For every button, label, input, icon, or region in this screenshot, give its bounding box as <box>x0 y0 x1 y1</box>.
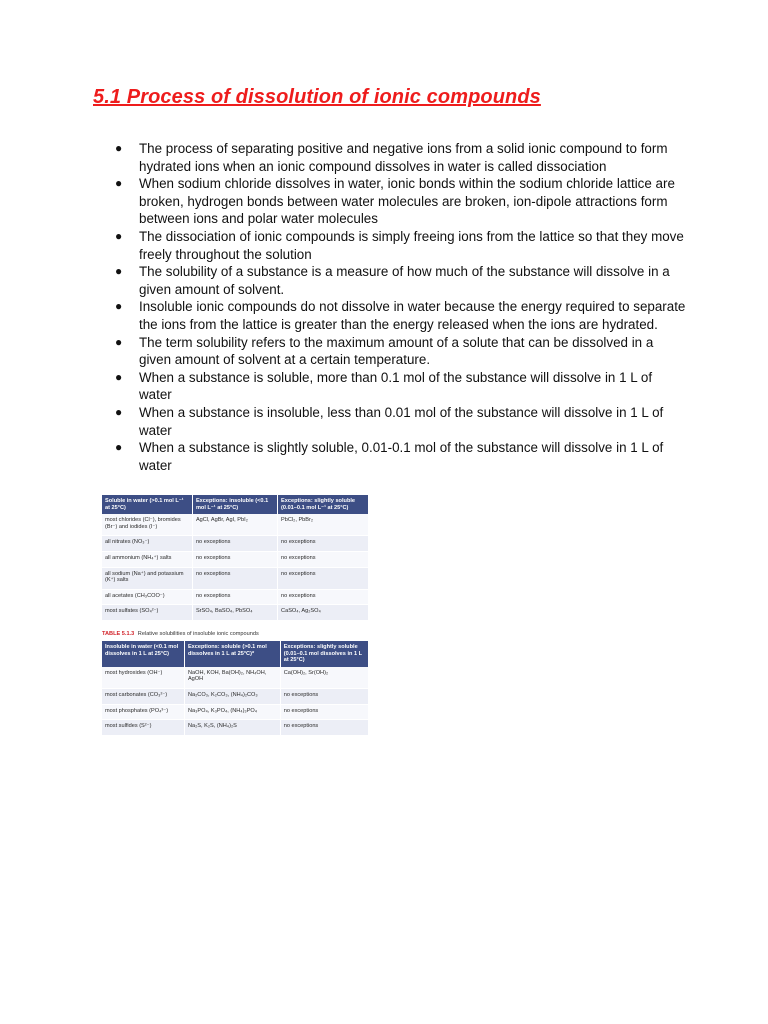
bullet-dot-icon: ● <box>115 369 123 384</box>
table-caption-number: TABLE 5.1.3 <box>102 630 135 637</box>
table-cell: Na₂CO₃, K₂CO₃, (NH₄)₂CO₃ <box>184 688 280 704</box>
table-cell: no exceptions <box>192 551 277 567</box>
table-header-cell: Exceptions: soluble (>0.1 mol dissolves in 1 L at 25°C)* <box>184 641 280 667</box>
bullet-item <box>112 298 687 333</box>
bullet-item <box>112 175 687 228</box>
insoluble-compounds-table <box>102 641 368 736</box>
table-cell: all nitrates (NO₃⁻) <box>102 536 192 552</box>
table-cell: SrSO₄, BaSO₄, PbSO₄ <box>192 605 277 621</box>
table-cell: AgCl, AgBr, AgI, PbI₂ <box>192 514 277 536</box>
table-cell: PbCl₂, PbBr₂ <box>278 514 368 536</box>
table-header-cell: Exceptions: slightly soluble (0.01–0.1 mol dissolves in 1 L at 25°C) <box>280 641 368 667</box>
bullet-item <box>112 369 687 404</box>
table-header-cell: Soluble in water (>0.1 mol L⁻¹ at 25°C) <box>102 495 192 514</box>
bullet-item <box>112 404 687 439</box>
table-caption <box>102 631 367 637</box>
bullet-item <box>112 228 687 263</box>
table-header-cell: Insoluble in water (<0.1 mol dissolves in 1 L at 25°C) <box>102 641 184 667</box>
table-cell: all sodium (Na⁺) and potassium (K⁺) salts <box>102 567 192 589</box>
table-row <box>102 589 368 605</box>
table-row <box>102 667 368 689</box>
table-row <box>102 551 368 567</box>
bullet-dot-icon: ● <box>115 264 123 279</box>
bullet-text: When sodium chloride dissolves in water, ionic bonds within the sodium chloride lattice are broken, hydrogen bonds between water molecules are broken, ion-dipole attractions form between ions and polar water molecules <box>139 176 675 227</box>
table-row <box>102 605 368 621</box>
bullet-item <box>112 439 687 474</box>
bullet-text: The solubility of a substance is a measure of how much of the substance will dissolve in a given amount of solvent. <box>139 264 670 297</box>
bullet-text: The dissociation of ionic compounds is simply freeing ions from the lattice so that they move freely throughout the solution <box>139 228 684 262</box>
soluble-compounds-table <box>102 495 368 621</box>
bullet-item <box>112 140 687 175</box>
table-cell: NaOH, KOH, Ba(OH)₂, NH₄OH, AgOH <box>184 667 280 689</box>
table-cell: no exceptions <box>280 688 368 704</box>
table-cell: no exceptions <box>280 704 368 720</box>
table-cell: Na₂S, K₂S, (NH₄)₂S <box>184 720 280 736</box>
table-caption-text: Relative solubilities of insoluble ionic compounds <box>137 630 259 637</box>
table-cell: most hydroxides (OH⁻) <box>102 667 184 689</box>
table-cell: no exceptions <box>192 589 277 605</box>
bullet-dot-icon: ● <box>115 440 123 455</box>
bullet-dot-icon: ● <box>115 334 123 349</box>
bullet-text: When a substance is slightly soluble, 0.01-0.1 mol of the substance will dissolve in 1 L of water <box>139 440 664 473</box>
bullet-dot-icon: ● <box>115 404 123 419</box>
table-cell: no exceptions <box>278 536 368 552</box>
table-cell: no exceptions <box>278 589 368 605</box>
bullet-item <box>112 263 687 298</box>
table-cell: Ca(OH)₂, Sr(OH)₂ <box>280 667 368 689</box>
table-row <box>102 536 368 552</box>
bullet-text: When a substance is insoluble, less than 0.01 mol of the substance will dissolve in 1 L of water <box>139 404 664 438</box>
bullet-dot-icon: ● <box>115 141 123 155</box>
table-row <box>102 720 368 736</box>
table-cell: most sulfates (SO₄²⁻) <box>102 605 192 621</box>
bullet-text: The term solubility refers to the maximum amount of a solute that can be dissolved in a given amount of solvent at a certain temperature. <box>139 334 654 368</box>
page-title: 5.1 Process of dissolution of ionic compounds <box>93 86 541 108</box>
bullet-text: Insoluble ionic compounds do not dissolve in water because the energy required to separate the ions from the lattice is greater than the energy released when the ions are hydrated. <box>139 299 686 332</box>
bullet-dot-icon: ● <box>115 228 123 243</box>
table-cell: Na₃PO₄, K₃PO₄, (NH₄)₃PO₄ <box>184 704 280 720</box>
table-cell: most sulfides (S²⁻) <box>102 720 184 736</box>
table-header-row <box>102 495 368 514</box>
table-row <box>102 567 368 589</box>
bullet-dot-icon: ● <box>115 299 123 314</box>
table-header-cell: Exceptions: slightly soluble (0.01–0.1 mol L⁻¹ at 25°C) <box>278 495 368 514</box>
table-cell: no exceptions <box>192 567 277 589</box>
table-cell: no exceptions <box>278 551 368 567</box>
bullet-list <box>112 140 687 474</box>
table-row <box>102 688 368 704</box>
table-cell: most chlorides (Cl⁻), bromides (Br⁻) and iodides (I⁻) <box>102 514 192 536</box>
table-cell: all acetates (CH₃COO⁻) <box>102 589 192 605</box>
table-cell: no exceptions <box>192 536 277 552</box>
bullet-text: The process of separating positive and negative ions from a solid ionic compound to form hydrated ions when an ionic compound dissolves in water is called dissociation <box>139 141 668 174</box>
table-cell: most phosphates (PO₄³⁻) <box>102 704 184 720</box>
bullet-text: When a substance is soluble, more than 0.1 mol of the substance will dissolve in 1 L of water <box>139 369 653 403</box>
table-cell: no exceptions <box>280 720 368 736</box>
table-cell: no exceptions <box>278 567 368 589</box>
table-row <box>102 704 368 720</box>
table-row <box>102 514 368 536</box>
table-header-cell: Exceptions: insoluble (<0.1 mol L⁻¹ at 25°C) <box>192 495 277 514</box>
table-cell: most carbonates (CO₃²⁻) <box>102 688 184 704</box>
bullet-dot-icon: ● <box>115 176 123 191</box>
solubility-tables-image <box>97 495 367 736</box>
table-cell: CaSO₄, Ag₂SO₄ <box>278 605 368 621</box>
bullet-item <box>112 334 687 369</box>
table-cell: all ammonium (NH₄⁺) salts <box>102 551 192 567</box>
table-header-row <box>102 641 368 667</box>
